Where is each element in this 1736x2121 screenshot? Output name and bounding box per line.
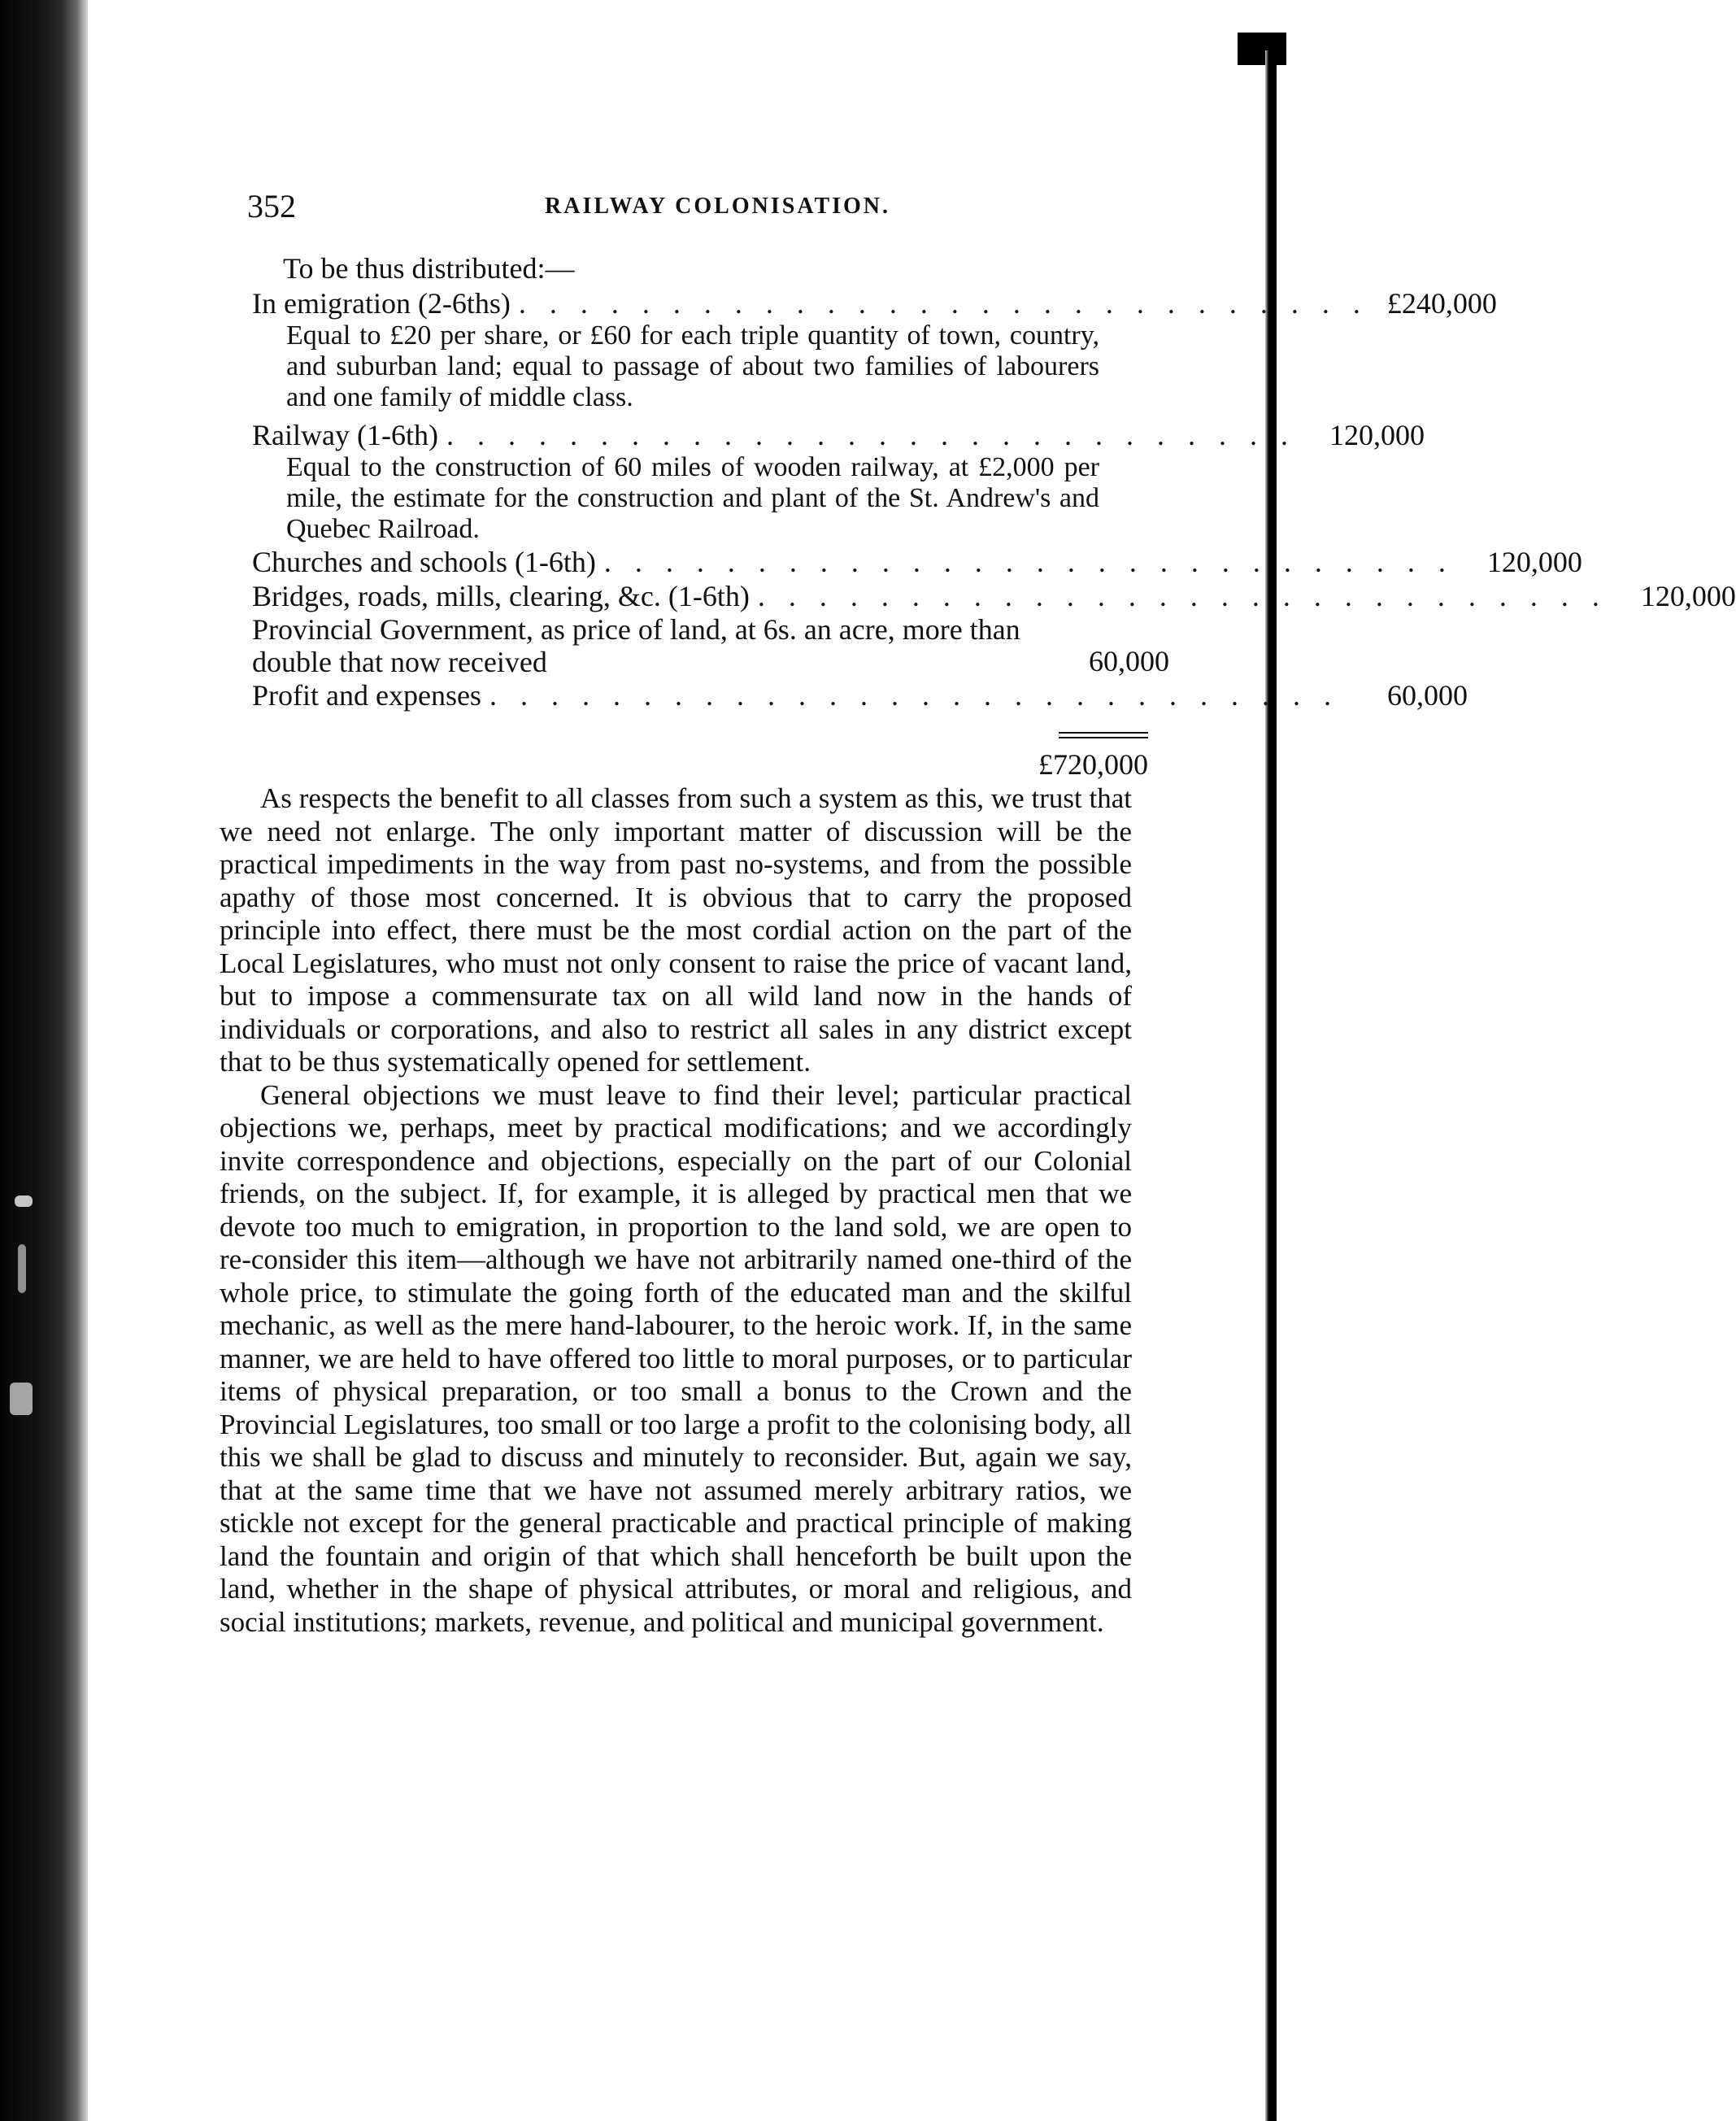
distribution-label: Provincial Government, as price of land, at 6s. an acre, more than double that now received bbox=[252, 613, 1020, 678]
paragraph: General objections we must leave to find their level; particular practical objections we, perhaps, meet by practical modifications; and we accordingly invite correspondence and objections, especially on the part of our Colonial friends, on the subject. If, for example, it is alleged by practical men that we devote too much to emigration, in proportion to the land sold, we are open to re-consider this item—although we have not arbitrarily named one-third of the whole price, to stimulate the going forth of the educated man and the skilful mechanic, as well as the mere hand-labourer, to the heroic work. If, in the same manner, we are held to have offered too little to moral purposes, or to particular items of physical preparation, or too small a bonus to the Crown and the Provincial Legislatures, too small or too large a profit to the colonising body, all this we shall be glad to discuss and minutely to reconsider. But, again we say, that at the same time that we have not assumed merely arbitrary ratios, we stickle not except for the general practicable and practical principle of making land the fountain and origin of that which shall henceforth be built upon the land, whether in the shape of physical attributes, or moral and religious, and social institutions; markets, revenue, and political and municipal government. bbox=[220, 1078, 1132, 1638]
distribution-intro: To be thus distributed:— bbox=[283, 252, 575, 285]
dot-leader: . . . . . . . . . . . . . . . . . . . . . . . . . . . . bbox=[518, 287, 1368, 320]
distribution-label: Bridges, roads, mills, clearing, &c. (1-6th) bbox=[252, 580, 750, 612]
distribution-item bbox=[252, 613, 1169, 678]
running-title: RAILWAY COLONISATION. bbox=[545, 194, 891, 219]
distribution-label: Churches and schools (1-6th) bbox=[252, 546, 596, 578]
page-number: 352 bbox=[247, 188, 296, 224]
scan-artifact bbox=[10, 1383, 33, 1415]
distribution-total: £720,000 bbox=[1038, 748, 1148, 781]
distribution-item bbox=[252, 545, 1582, 579]
body-text bbox=[220, 782, 1132, 1639]
distribution-note: Equal to the construction of 60 miles of wooden railway, at £2,000 per mile, the estimate for the construction and plant of the St. Andrew's and Quebec Railroad. bbox=[286, 452, 1099, 544]
running-head bbox=[220, 187, 1155, 236]
dot-leader: . . . . . . . . . . . . . . . . . . . . . . . . . . . . bbox=[603, 546, 1454, 578]
dot-leader: . . . . . . . . . . . . . . . . . . . . . . . . . . . . bbox=[757, 580, 1608, 612]
dot-leader: . . . . . . . . . . . . . . . . . . . . . . . . . . . . bbox=[489, 679, 1339, 712]
distribution-item bbox=[252, 678, 1468, 712]
distribution-amount: £240,000 bbox=[1386, 287, 1497, 320]
distribution-amount: 120,000 bbox=[1329, 419, 1425, 451]
distribution-amount: 120,000 bbox=[1486, 546, 1582, 578]
distribution-item bbox=[252, 286, 1497, 413]
scan-left-margin bbox=[0, 0, 88, 2121]
paragraph: As respects the benefit to all classes from such a system as this, we trust that we need not enlarge. The only important matter of discussion will be the practical impediments in the way from past no-systems, and from the possible apathy of those most concerned. It is obvious that to carry the proposed principle into effect, there must be the most cordial action on the part of the Local Legislatures, who must not only consent to raise the price of vacant land, but to impose a commensurate tax on all wild land now in the hands of individuals or corporations, and also to restrict all sales in any district except that to be thus systematically opened for settlement. bbox=[220, 782, 1132, 1078]
distribution-label: In emigration (2-6ths) bbox=[252, 287, 511, 320]
distribution-item bbox=[252, 418, 1425, 545]
distribution-amount: 120,000 bbox=[1640, 580, 1736, 612]
scan-right-edge bbox=[1265, 50, 1277, 2121]
scan-artifact bbox=[15, 1196, 33, 1207]
total-rule bbox=[1059, 732, 1148, 738]
distribution-label: Profit and expenses bbox=[252, 679, 481, 712]
dot-leader: . . . . . . . . . . . . . . . . . . . . . . . . . . . . bbox=[446, 419, 1296, 451]
distribution-item bbox=[252, 579, 1736, 613]
distribution-amount: 60,000 bbox=[1386, 679, 1468, 712]
scan-artifact bbox=[18, 1244, 26, 1293]
scan-right-corner bbox=[1238, 33, 1286, 65]
book-page bbox=[220, 187, 1736, 1639]
distribution-table bbox=[220, 286, 1736, 781]
distribution-amount: 60,000 bbox=[1089, 645, 1169, 677]
distribution-note: Equal to £20 per share, or £60 for each triple quantity of town, country, and suburban land; equal to passage of about two families of labourers and one family of middle class. bbox=[286, 320, 1099, 412]
distribution-label: Railway (1-6th) bbox=[252, 419, 438, 451]
